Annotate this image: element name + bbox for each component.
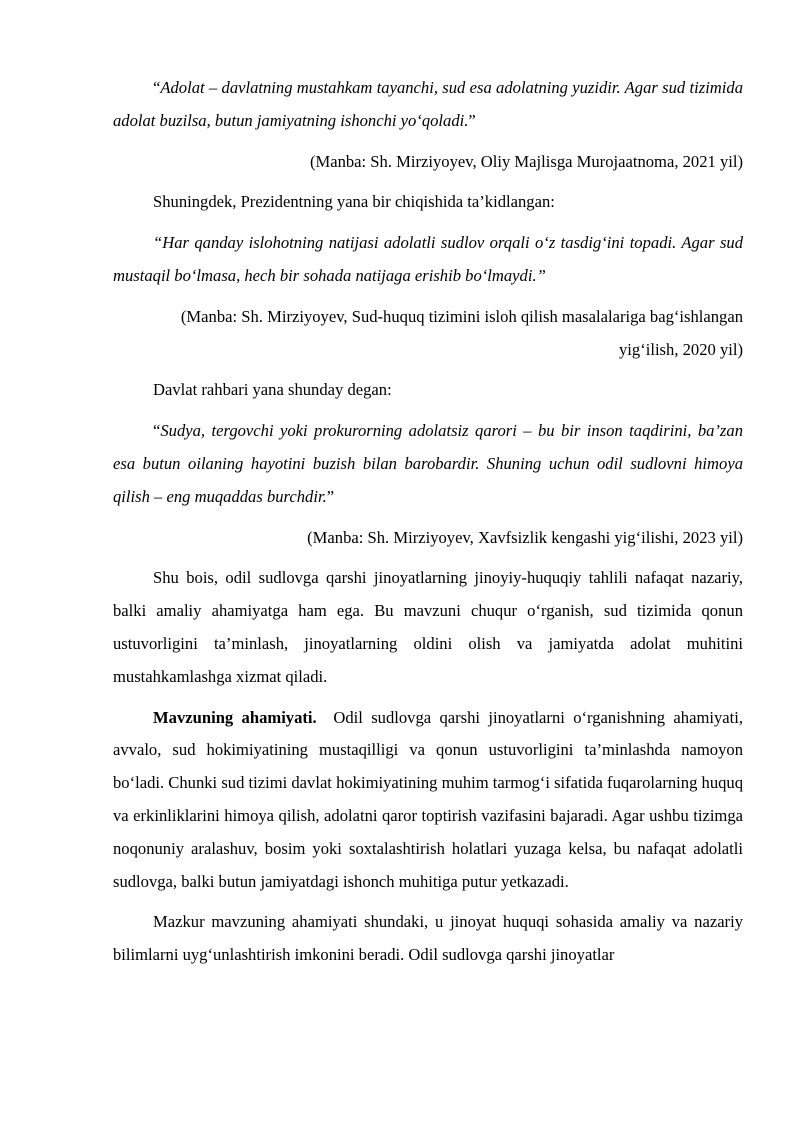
closing-quote-mark: ” [326, 486, 335, 506]
quote-paragraph [113, 72, 743, 138]
quote-source: (Manba: Sh. Mirziyoyev, Xavfsizlik kengashi yig‘ilishi, 2023 yil) [307, 527, 743, 547]
closing-quote-mark: ” [468, 110, 476, 130]
opening-quote-mark: “ [153, 421, 161, 441]
document-page [113, 72, 743, 980]
intro-paragraph: Davlat rahbari yana shunday degan: [153, 380, 392, 400]
quote-paragraph [113, 415, 743, 513]
intro-paragraph: Shuningdek, Prezidentning yana bir chiqishida ta’kidlangan: [153, 192, 555, 212]
section-text: Odil sudlovga qarshi jinoyatlarni o‘rganishning ahamiyati, avvalo, sud hokimiyatining mustaqilligi va qonun ustuvorligini ta’minlashda namoyon bo‘ladi. Chunki sud tizimi davlat hokimiyatining muhim tarmog‘i sifatida fuqarolarning huquq va erkinliklarini himoya qilish, adolatni qaror toptirish vazifasini bajaradi. Agar ushbu tizimga noqonuniy aralashuv, bosim yoki soxtalashtirish holatlari yuzaga kelsa, bu nafaqat adolatli sudlovga, balki butun jamiyatdagi ishonch muhitiga putur yetkazadi. [113, 707, 744, 891]
quote-text: Sudya, tergovchi yoki prokurorning adolatsiz qarori – bu bir inson taqdirini, ba’zan esa butun oilaning hayotini buzish bilan barobardir. Shuning uchun odil sudlovni himoya qilish – eng muqaddas burchdir. [113, 421, 743, 506]
body-paragraph: Shu bois, odil sudlovga qarshi jinoyatlarning jinoyiy-huquqiy tahlili nafaqat nazariy, balki amaliy ahamiyatga ham ega. Bu mavzuni chuqur o‘rganish, sud tizimida qonun ustuvorligini ta’minlash, jinoyatlarning oldini olish va jamiyatda adolat muhitini mustahkamlashga xizmat qiladi. [113, 568, 743, 686]
body-paragraph [113, 702, 743, 899]
quote-source: (Manba: Sh. Mirziyoyev, Sud-huquq tizimini isloh qilish masalalariga bag‘ishlangan yig‘ilish, 2020 yil) [180, 306, 743, 359]
quote-text: Adolat – davlatning mustahkam tayanchi, sud esa adolatning yuzidir. Agar sud tizimida adolat buzilsa, butun jamiyatning ishonchi yo‘qoladi. [113, 78, 743, 130]
body-paragraph: Mazkur mavzuning ahamiyati shundaki, u jinoyat huquqi sohasida amaliy va nazariy bilimlarni uyg‘unlashtirish imkonini beradi. Odil sudlovga qarshi jinoyatlar [113, 912, 743, 965]
opening-quote-mark: “ [153, 78, 161, 97]
section-heading: Mavzuning ahamiyati. [153, 707, 317, 727]
quote-paragraph: “Har qanday islohotning natijasi adolatli sudlov orqali o‘z tasdig‘ini topadi. Agar sud mustaqil bo‘lmasa, hech bir sohada natijaga erishib bo‘lmaydi.” [113, 233, 743, 285]
quote-source: (Manba: Sh. Mirziyoyev, Oliy Majlisga Murojaatnoma, 2021 yil) [309, 151, 743, 171]
